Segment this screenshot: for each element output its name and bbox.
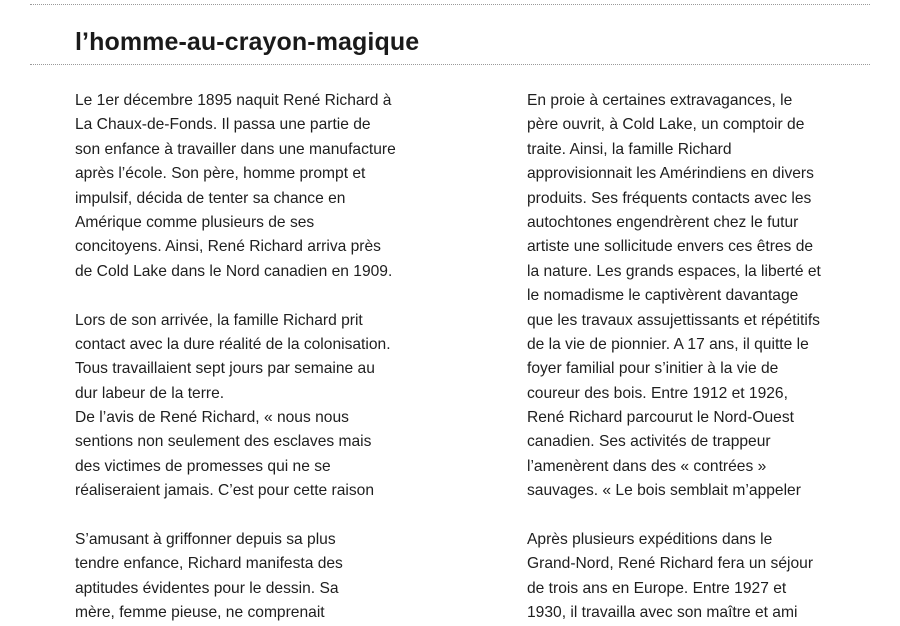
text-line: mère, femme pieuse, ne comprenait [75, 604, 325, 622]
paragraph-birth [75, 89, 435, 284]
text-line: produits. Ses fréquents contacts avec les [527, 189, 812, 207]
text-line: Après plusieurs expéditions dans le [527, 531, 773, 549]
text-line: le nomadisme le captivèrent davantage [527, 287, 799, 305]
text-line: son enfance à travailler dans une manufacture [75, 140, 396, 158]
paragraph-drawing [75, 528, 435, 626]
text-line: foyer familial pour s’initier à la vie de [527, 360, 779, 378]
text-line: Lors de son arrivée, la famille Richard prit [75, 311, 363, 329]
text-line: De l’avis de René Richard, « nous nous [75, 409, 349, 427]
text-line: artiste une sollicitude envers ces êtres de [527, 238, 814, 256]
text-line: que les travaux assujettissants et répétitifs [527, 311, 820, 329]
paragraph-trading-post [527, 89, 887, 504]
text-line: En proie à certaines extravagances, le [527, 92, 793, 109]
text-line: la nature. Les grands espaces, la liberté et [527, 262, 821, 280]
text-line: de Cold Lake dans le Nord canadien en 1909. [75, 262, 393, 280]
text-line: canadien. Ses activités de trappeur [527, 433, 771, 451]
text-line: contact avec la dure réalité de la colonisation. [75, 335, 391, 353]
text-line: Le 1er décembre 1895 naquit René Richard à [75, 92, 392, 109]
text-line: autochtones engendrèrent chez le futur [527, 213, 799, 231]
text-line: de la vie de pionnier. A 17 ans, il quitte le [527, 335, 809, 353]
left-column [75, 89, 435, 626]
text-line: traite. Ainsi, la famille Richard [527, 140, 732, 158]
text-line: S’amusant à griffonner depuis sa plus [75, 531, 336, 549]
text-line: réaliseraient jamais. C’est pour cette raison [75, 482, 375, 500]
text-line: père ouvrit, à Cold Lake, un comptoir de [527, 116, 805, 134]
text-line: sentions non seulement des esclaves mais [75, 433, 372, 451]
text-line: l’amenèrent dans des « contrées » [527, 457, 767, 475]
paragraph-arrival [75, 309, 435, 504]
text-line: impulsif, décida de tenter sa chance en [75, 189, 346, 207]
text-line: 1930, il travailla avec son maître et ami [527, 604, 798, 622]
text-line: Amérique comme plusieurs de ses [75, 213, 315, 231]
text-line: René Richard parcourut le Nord-Ouest [527, 409, 794, 427]
text-line: de trois ans en Europe. Entre 1927 et [527, 579, 787, 597]
text-line: tendre enfance, Richard manifesta des [75, 555, 343, 573]
text-line: après l’école. Son père, homme prompt et [75, 165, 366, 183]
text-line: coureur des bois. Entre 1912 et 1926, [527, 384, 788, 402]
right-column [527, 89, 887, 626]
text-line: des victimes de promesses qui ne se [75, 457, 331, 475]
text-line: Grand-Nord, René Richard fera un séjour [527, 555, 814, 573]
top-dotted-rule [30, 4, 870, 5]
text-line: La Chaux-de-Fonds. Il passa une partie de [75, 116, 371, 134]
text-line: Tous travaillaient sept jours par semaine au [75, 360, 375, 378]
text-line: dur labeur de la terre. [75, 384, 225, 402]
text-line: sauvages. « Le bois semblait m’appeler [527, 482, 801, 500]
text-line: aptitudes évidentes pour le dessin. Sa [75, 579, 339, 597]
page-title: l’homme-au-crayon-magique [75, 28, 420, 56]
paragraph-europe [527, 528, 887, 626]
text-line: approvisionnait les Amérindiens en divers [527, 165, 814, 183]
text-line: concitoyens. Ainsi, René Richard arriva près [75, 238, 381, 256]
title-dotted-rule [30, 64, 870, 65]
